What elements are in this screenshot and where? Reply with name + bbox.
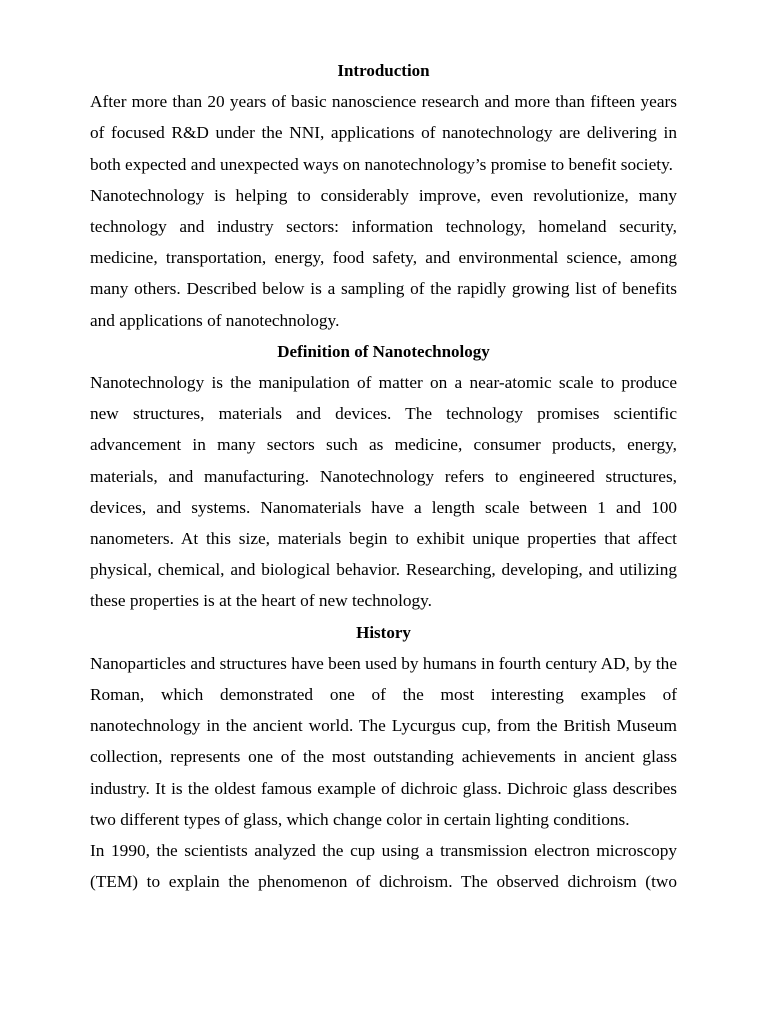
paragraph-history-1: Nanoparticles and structures have been used by humans in fourth century AD, by the Roman, which demonstrated one of the most interesting examples of nanotechnology in the ancient world. The Lycurgus cup, from the British Museum collection, represents one of the most outstanding achievements in ancient glass industry. It is the oldest famous example of dichroic glass. Dichroic glass describes two different types of glass, which change color in certain lighting conditions. <box>90 653 677 829</box>
paragraph-intro-1: After more than 20 years of basic nanoscience research and more than fifteen years of focused R&D under the NNI, applications of nanotechnology are delivering in both expected and unexpected ways on nanotechnology’s promise to benefit society. <box>90 92 677 174</box>
heading-introduction: Introduction <box>337 61 430 80</box>
heading-definition: Definition of Nanotechnology <box>277 341 490 361</box>
heading-history: History <box>356 622 411 642</box>
paragraph-intro-2: Nanotechnology is helping to considerably improve, even revolutionize, many technology and industry sectors: information technology, homeland security, medicine, transportation, energy, food safety, and environmental science, among many others. Described below is a sampling of the rapidly growing list of benefits and applications of nanotechnology. <box>90 185 677 330</box>
paragraph-definition: Nanotechnology is the manipulation of matter on a near-atomic scale to produce new structures, materials and devices. The technology promises scientific advancement in many sectors such as medicine, consumer products, energy, materials, and manufacturing. Nanotechnology refers to engineered structures, devices, and systems. Nanomaterials have a length scale between 1 and 100 nanometers. At this size, materials begin to exhibit unique properties that affect physical, chemical, and biological behavior. Researching, developing, and utilizing these properties is at the heart of new technology. <box>90 373 677 611</box>
document-page <box>90 55 677 897</box>
paragraph-history-2: In 1990, the scientists analyzed the cup using a transmission electron microscopy (TEM) to explain the phenomenon of dichroism. The observed dichroism (two <box>90 841 677 892</box>
